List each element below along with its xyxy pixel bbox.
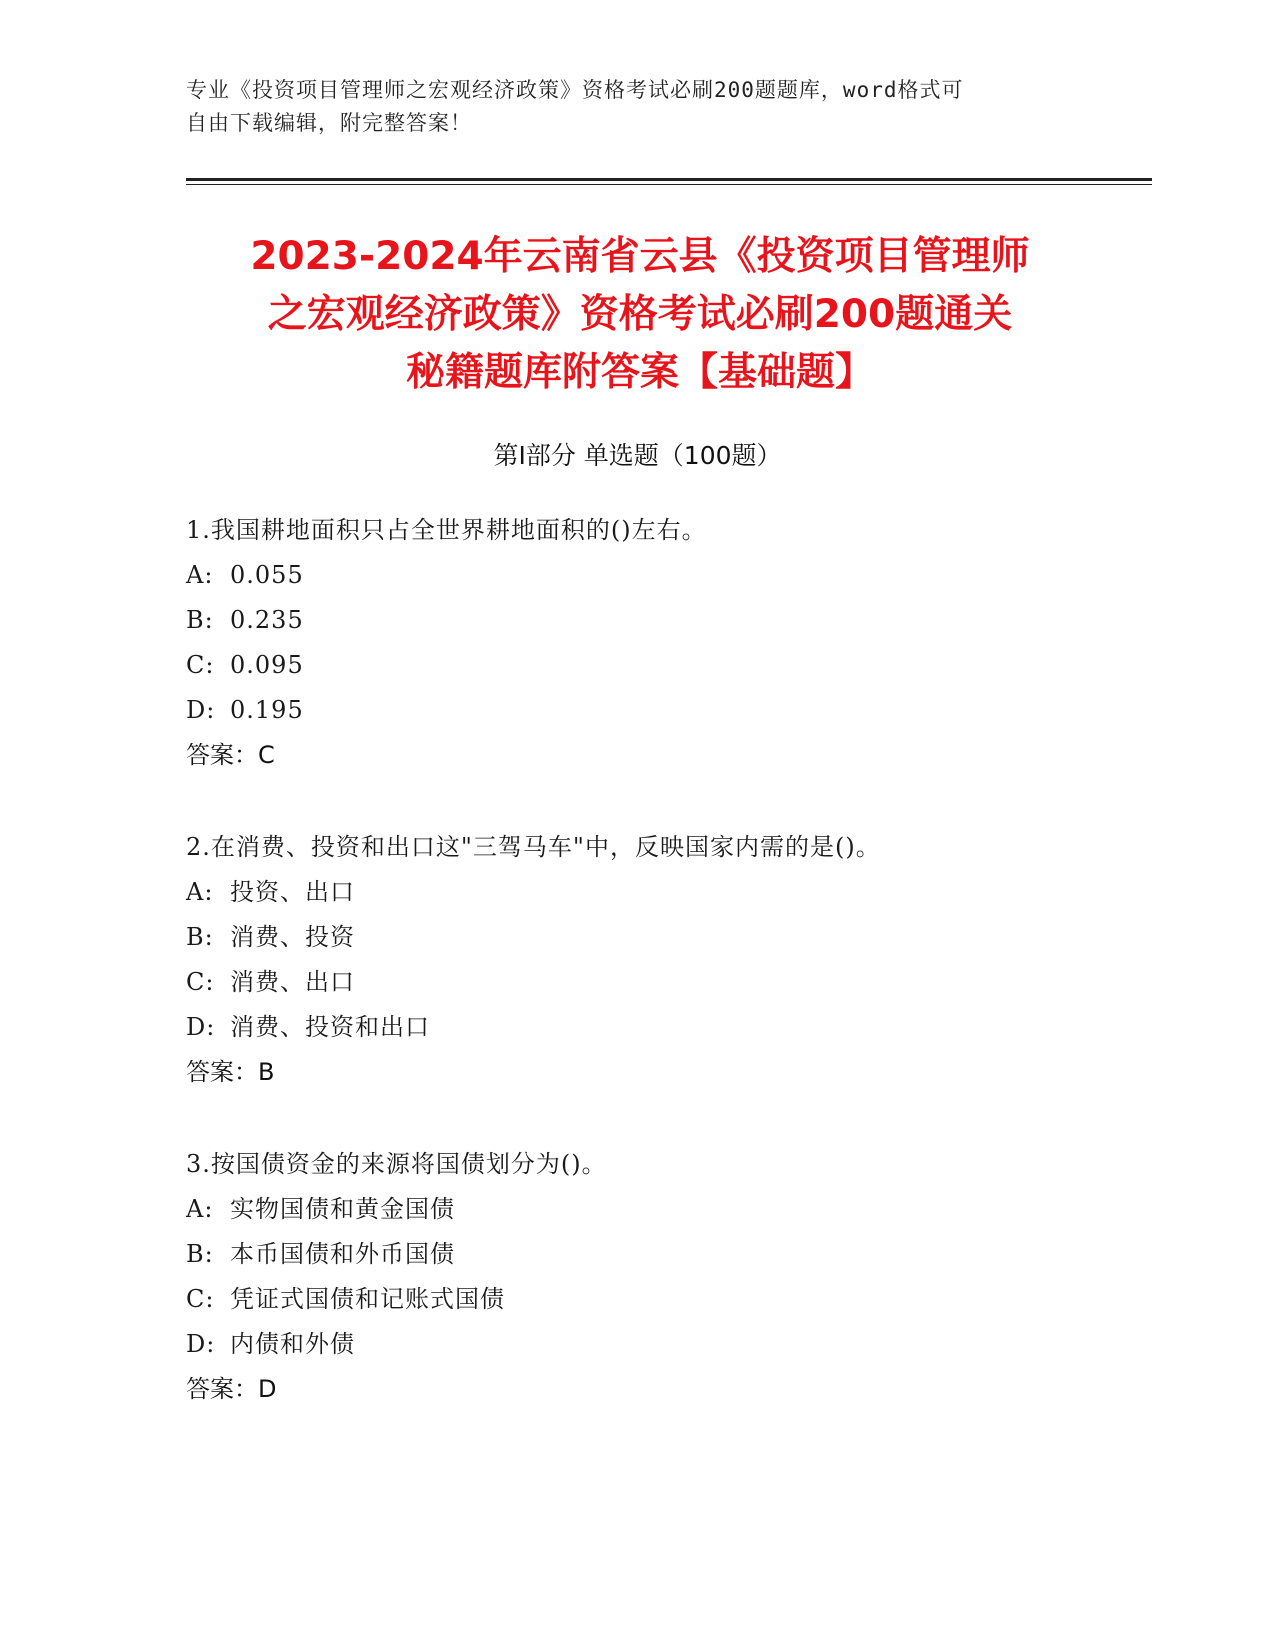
answer-key: 答案：B: [186, 1058, 275, 1086]
header-note-line-2: 自由下载编辑，附完整答案！: [186, 111, 472, 135]
option-letter: C:: [186, 1285, 215, 1313]
option-text: 0.095: [230, 651, 304, 679]
header-note-line-1: 专业《投资项目管理师之宏观经济政策》资格考试必刷200题题库，word格式可: [186, 78, 964, 102]
option-text: 实物国债和黄金国债: [230, 1195, 455, 1223]
title-line-2: 之宏观经济政策》资格考试必刷200题通关: [267, 292, 1013, 337]
option-text: 0.055: [230, 561, 304, 589]
option-b: [186, 598, 1086, 643]
option-text: 消费、投资和出口: [230, 1013, 430, 1041]
option-letter: B:: [186, 606, 214, 634]
option-a: [186, 870, 1086, 915]
option-text: 凭证式国债和记账式国债: [230, 1285, 505, 1313]
option-b: [186, 1232, 1086, 1277]
option-letter: C:: [186, 651, 215, 679]
option-text: 消费、出口: [230, 968, 355, 996]
question-stem: 3.按国债资金的来源将国债划分为()。: [186, 1150, 607, 1178]
option-c: [186, 643, 1086, 688]
option-letter: A:: [186, 878, 214, 906]
option-text: 0.235: [230, 606, 304, 634]
option-text: 0.195: [230, 696, 304, 724]
option-text: 消费、投资: [230, 923, 355, 951]
title-line-3: 秘籍题库附答案【基础题】: [405, 350, 874, 395]
header-divider-thick: [186, 178, 1152, 181]
option-c: [186, 1277, 1086, 1322]
option-letter: D:: [186, 696, 216, 724]
option-letter: A:: [186, 1195, 214, 1223]
option-letter: C:: [186, 968, 215, 996]
option-d: [186, 1005, 1086, 1050]
section-title: 第Ⅰ部分 单选题（100题）: [493, 441, 782, 470]
option-a: [186, 553, 1086, 598]
answer-key: 答案：D: [186, 1375, 277, 1403]
question-stem: 1.我国耕地面积只占全世界耕地面积的()左右。: [186, 516, 707, 544]
option-text: 投资、出口: [230, 878, 355, 906]
option-a: [186, 1187, 1086, 1232]
option-text: 本币国债和外币国债: [230, 1240, 455, 1268]
option-letter: B:: [186, 1240, 214, 1268]
option-d: [186, 1322, 1086, 1367]
question-3: [186, 1142, 1086, 1412]
question-2: [186, 825, 1086, 1095]
document-header-note: [186, 74, 1076, 140]
answer-key: 答案：C: [186, 741, 275, 769]
document-title: [190, 228, 1090, 402]
option-letter: A:: [186, 561, 214, 589]
option-letter: B:: [186, 923, 214, 951]
question-stem: 2.在消费、投资和出口这"三驾马车"中，反映国家内需的是()。: [186, 833, 881, 861]
title-line-1: 2023-2024年云南省云县《投资项目管理师: [250, 234, 1030, 279]
option-c: [186, 960, 1086, 1005]
option-letter: D:: [186, 1330, 216, 1358]
option-letter: D:: [186, 1013, 216, 1041]
question-1: [186, 508, 1086, 778]
option-b: [186, 915, 1086, 960]
option-d: [186, 688, 1086, 733]
header-divider-thin: [186, 184, 1152, 185]
option-text: 内债和外债: [230, 1330, 355, 1358]
